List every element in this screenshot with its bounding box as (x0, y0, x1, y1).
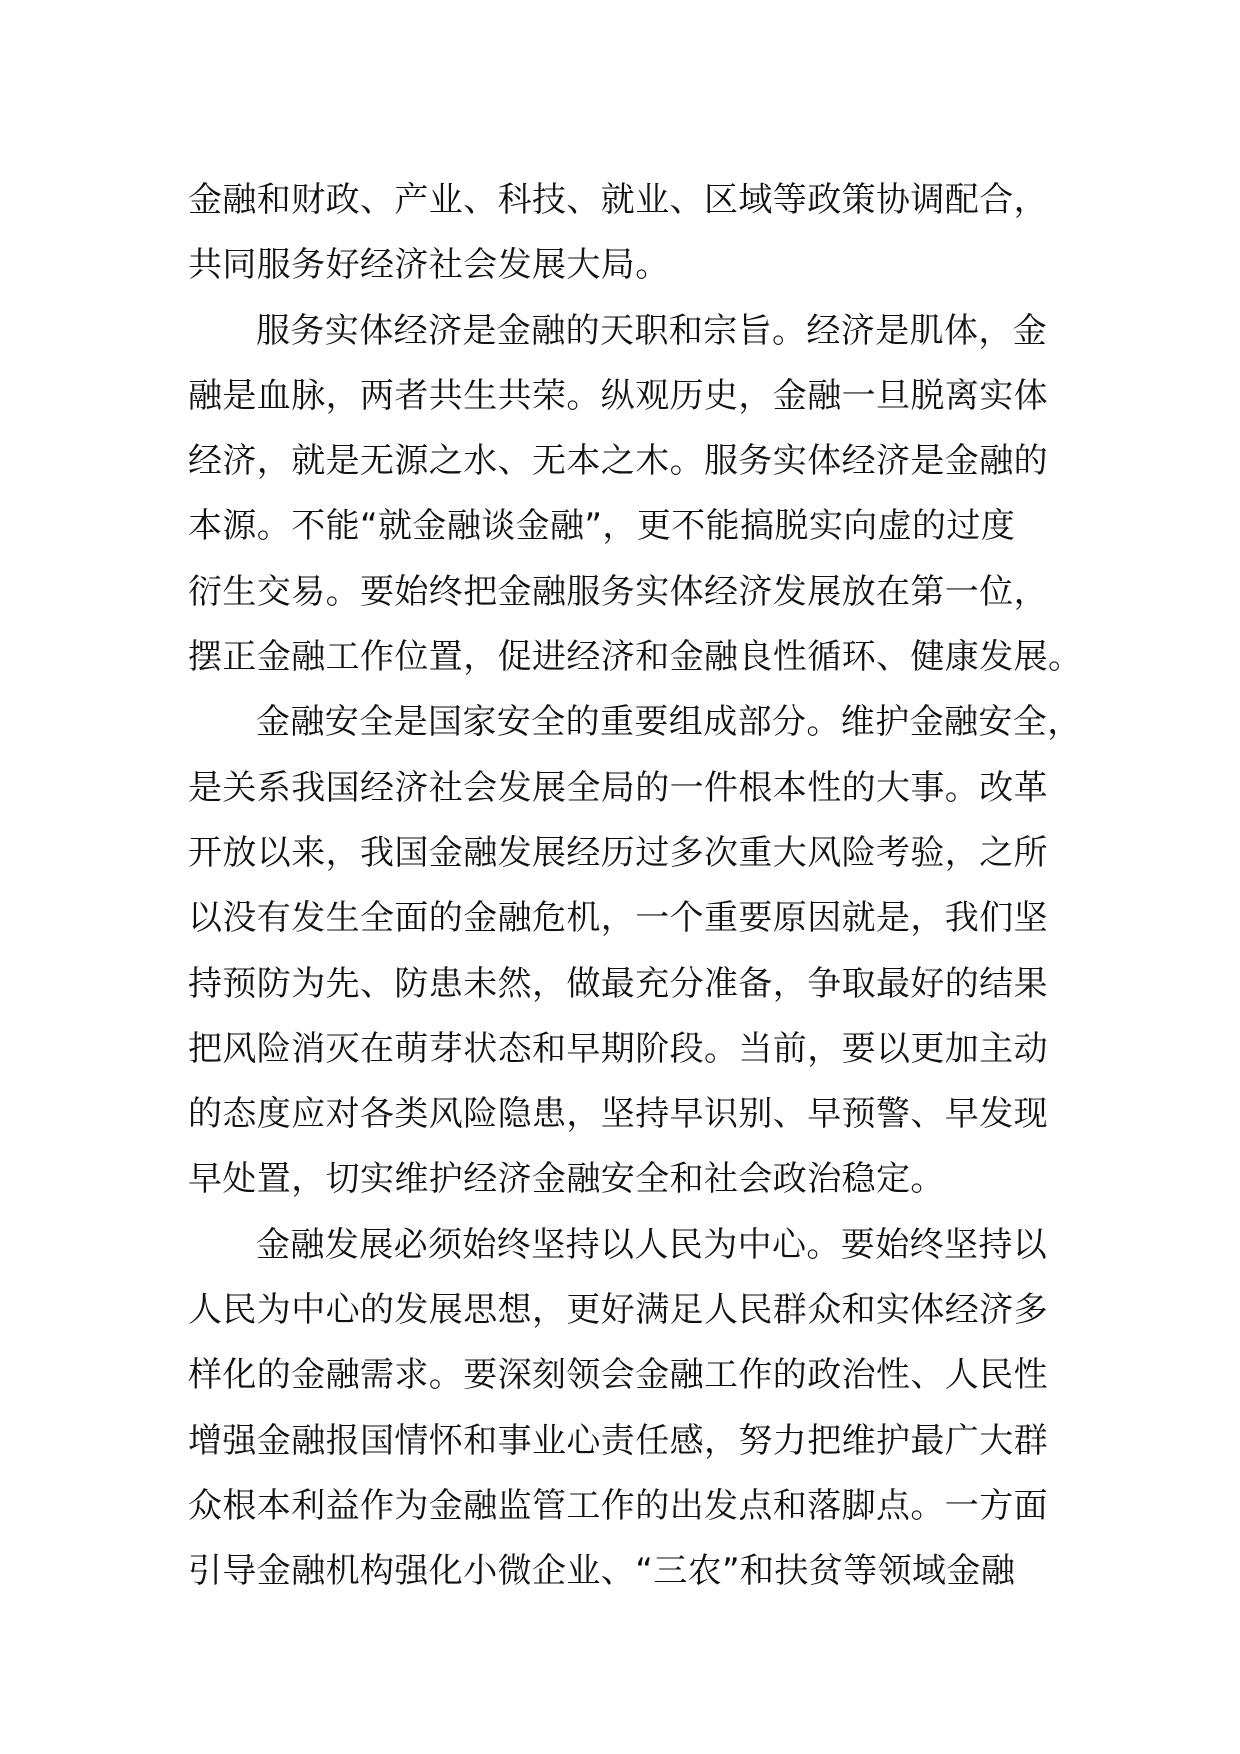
text-line: 共同服务好经济社会发展大局。 (188, 245, 670, 286)
paragraph-first-line: 金融安全是国家安全的重要组成部分。维护金融安全， (256, 702, 1082, 743)
text-line: 把风险消灭在萌芽状态和早期阶段。当前，要以更加主动 (188, 1028, 1048, 1069)
text-line: 早处置，切实维护经济金融安全和社会政治稳定。 (188, 1159, 945, 1200)
paragraph-first-line: 金融发展必须始终坚持以人民为中心。要始终坚持以 (256, 1224, 1048, 1265)
text-line: 人民为中心的发展思想，更好满足人民群众和实体经济多 (188, 1290, 1048, 1331)
text-line: 增强金融报国情怀和事业心责任感，努力把维护最广大群 (188, 1420, 1048, 1461)
text-line: 引导金融机构强化小微企业、“三农”和扶贫等领域金融 (188, 1551, 1016, 1592)
text-line: 摆正金融工作位置，促进经济和金融良性循环、健康发展。 (188, 637, 1083, 678)
text-line: 开放以来，我国金融发展经历过多次重大风险考验，之所 (188, 832, 1048, 873)
body-text (188, 168, 1083, 1605)
text-line: 本源。不能“就金融谈金融”，更不能搞脱实向虚的过度 (188, 506, 1016, 547)
text-line: 持预防为先、防患未然，做最充分准备，争取最好的结果 (188, 963, 1048, 1004)
text-line: 样化的金融需求。要深刻领会金融工作的政治性、人民性 (188, 1355, 1048, 1396)
paragraph-first-line: 服务实体经济是金融的天职和宗旨。经济是肌体，金 (256, 310, 1048, 351)
text-line: 融是血脉，两者共生共荣。纵观历史，金融一旦脱离实体 (188, 375, 1048, 416)
text-line: 的态度应对各类风险隐患，坚持早识别、早预警、早发现 (188, 1094, 1048, 1135)
text-line: 衍生交易。要始终把金融服务实体经济发展放在第一位， (188, 571, 1048, 612)
text-line: 以没有发生全面的金融危机，一个重要原因就是，我们坚 (188, 898, 1048, 939)
text-line: 众根本利益作为金融监管工作的出发点和落脚点。一方面 (188, 1485, 1048, 1526)
text-line: 是关系我国经济社会发展全局的一件根本性的大事。改革 (188, 767, 1048, 808)
text-line: 金融和财政、产业、科技、就业、区域等政策协调配合， (188, 180, 1048, 220)
text-line: 经济，就是无源之水、无本之木。服务实体经济是金融的 (188, 441, 1048, 482)
